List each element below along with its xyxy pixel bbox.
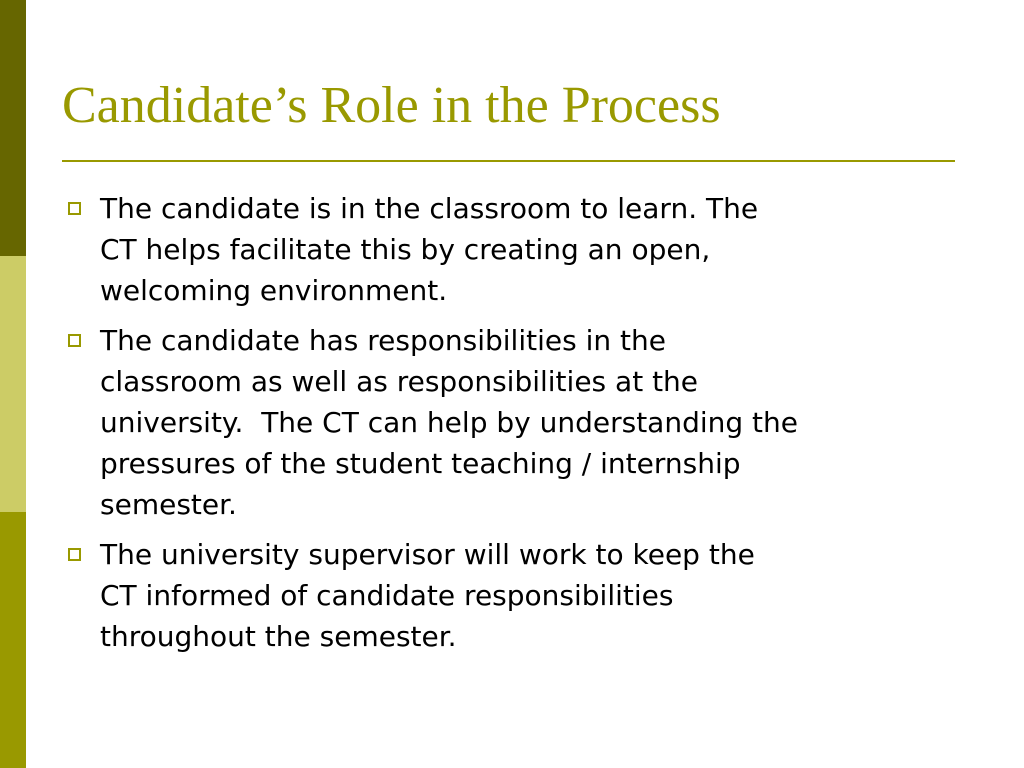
- bullet-line: The candidate is in the classroom to learn. The: [100, 192, 759, 225]
- bullet-item: [64, 534, 984, 657]
- bullet-line: throughout the semester.: [100, 620, 457, 653]
- hollow-square-bullet-icon: [68, 548, 81, 561]
- title-underline: [62, 160, 955, 162]
- bullet-line: pressures of the student teaching / internship: [100, 447, 741, 480]
- hollow-square-bullet-icon: [68, 202, 81, 215]
- accent-bar-middle-segment: [0, 256, 26, 512]
- bullet-line: classroom as well as responsibilities at the: [100, 365, 699, 398]
- hollow-square-bullet-icon: [68, 334, 81, 347]
- bullet-line: university. The CT can help by understanding the: [100, 406, 799, 439]
- bullet-line: CT informed of candidate responsibilities: [100, 579, 674, 612]
- accent-bar-bottom-segment: [0, 512, 26, 768]
- bullet-line: welcoming environment.: [100, 274, 448, 307]
- bullet-line: The university supervisor will work to keep the: [100, 538, 755, 571]
- bullet-line: The candidate has responsibilities in the: [100, 324, 666, 357]
- left-accent-bar: [0, 0, 26, 768]
- slide-title: Candidate’s Role in the Process: [62, 77, 721, 134]
- accent-bar-top-segment: [0, 0, 26, 256]
- bullet-item: [64, 188, 984, 311]
- bullet-text: [100, 188, 984, 311]
- bullet-list: [64, 188, 984, 666]
- bullet-text: [100, 534, 984, 657]
- bullet-line: semester.: [100, 488, 237, 521]
- bullet-item: [64, 320, 984, 525]
- bullet-text: [100, 320, 984, 525]
- bullet-line: CT helps facilitate this by creating an open,: [100, 233, 711, 266]
